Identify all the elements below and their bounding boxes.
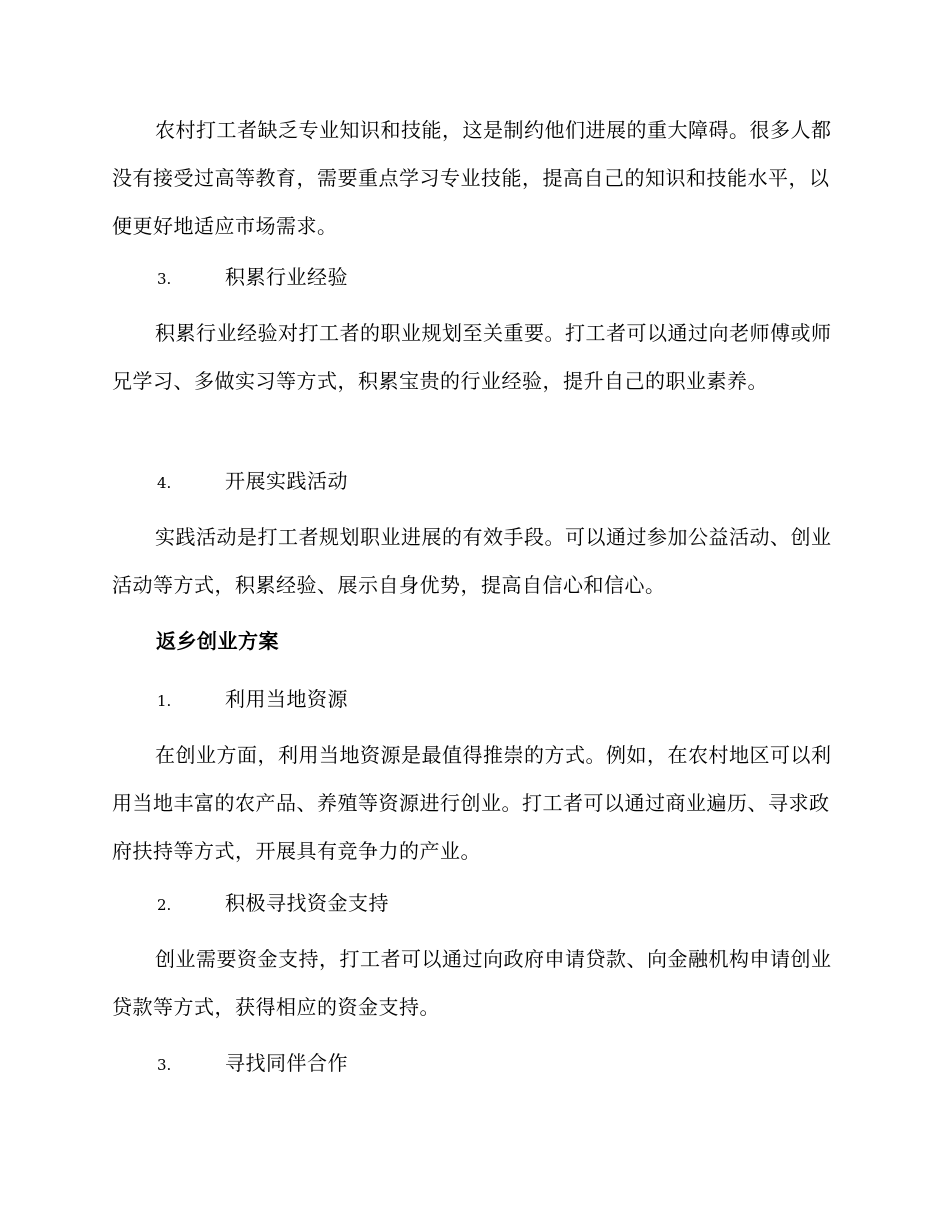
list-item-label: 积极寻找资金支持 bbox=[225, 891, 389, 915]
list-item-label: 寻找同伴合作 bbox=[225, 1051, 348, 1075]
paragraph-funding: 创业需要资金支持，打工者可以通过向政府申请贷款、向金融机构申请创业贷款等方式，获得相应的资金支持。 bbox=[112, 947, 832, 1019]
list-item-funding bbox=[157, 889, 389, 919]
list-item-label: 开展实践活动 bbox=[225, 469, 348, 493]
list-item-label: 利用当地资源 bbox=[225, 687, 348, 711]
list-item-number: 3. bbox=[157, 1056, 172, 1074]
list-item-number: 1. bbox=[157, 692, 172, 710]
list-item-number: 2. bbox=[157, 896, 172, 914]
list-item-number: 3. bbox=[157, 270, 172, 288]
list-item-number: 4. bbox=[157, 474, 172, 492]
paragraph-skills: 农村打工者缺乏专业知识和技能，这是制约他们进展的重大障碍。很多人都没有接受过高等教育，需要重点学习专业技能，提高自己的知识和技能水平，以便更好地适应市场需求。 bbox=[112, 118, 832, 238]
list-item-practice-activities bbox=[157, 467, 348, 497]
paragraph-practice: 实践活动是打工者规划职业进展的有效手段。可以通过参加公益活动、创业活动等方式，积累经验、展示自身优势，提高自信心和信心。 bbox=[112, 525, 832, 597]
section-heading: 返乡创业方案 bbox=[156, 629, 279, 653]
list-item-partner bbox=[157, 1049, 348, 1079]
list-item-local-resources bbox=[157, 685, 348, 715]
paragraph-local-resources: 在创业方面，利用当地资源是最值得推崇的方式。例如，在农村地区可以利用当地丰富的农产品、养殖等资源进行创业。打工者可以通过商业遍历、寻求政府扶持等方式，开展具有竞争力的产业。 bbox=[112, 743, 832, 863]
list-item-accumulate-experience bbox=[157, 263, 348, 293]
paragraph-experience: 积累行业经验对打工者的职业规划至关重要。打工者可以通过向老师傅或师兄学习、多做实习等方式，积累宝贵的行业经验，提升自己的职业素养。 bbox=[112, 321, 832, 393]
list-item-label: 积累行业经验 bbox=[225, 265, 348, 289]
